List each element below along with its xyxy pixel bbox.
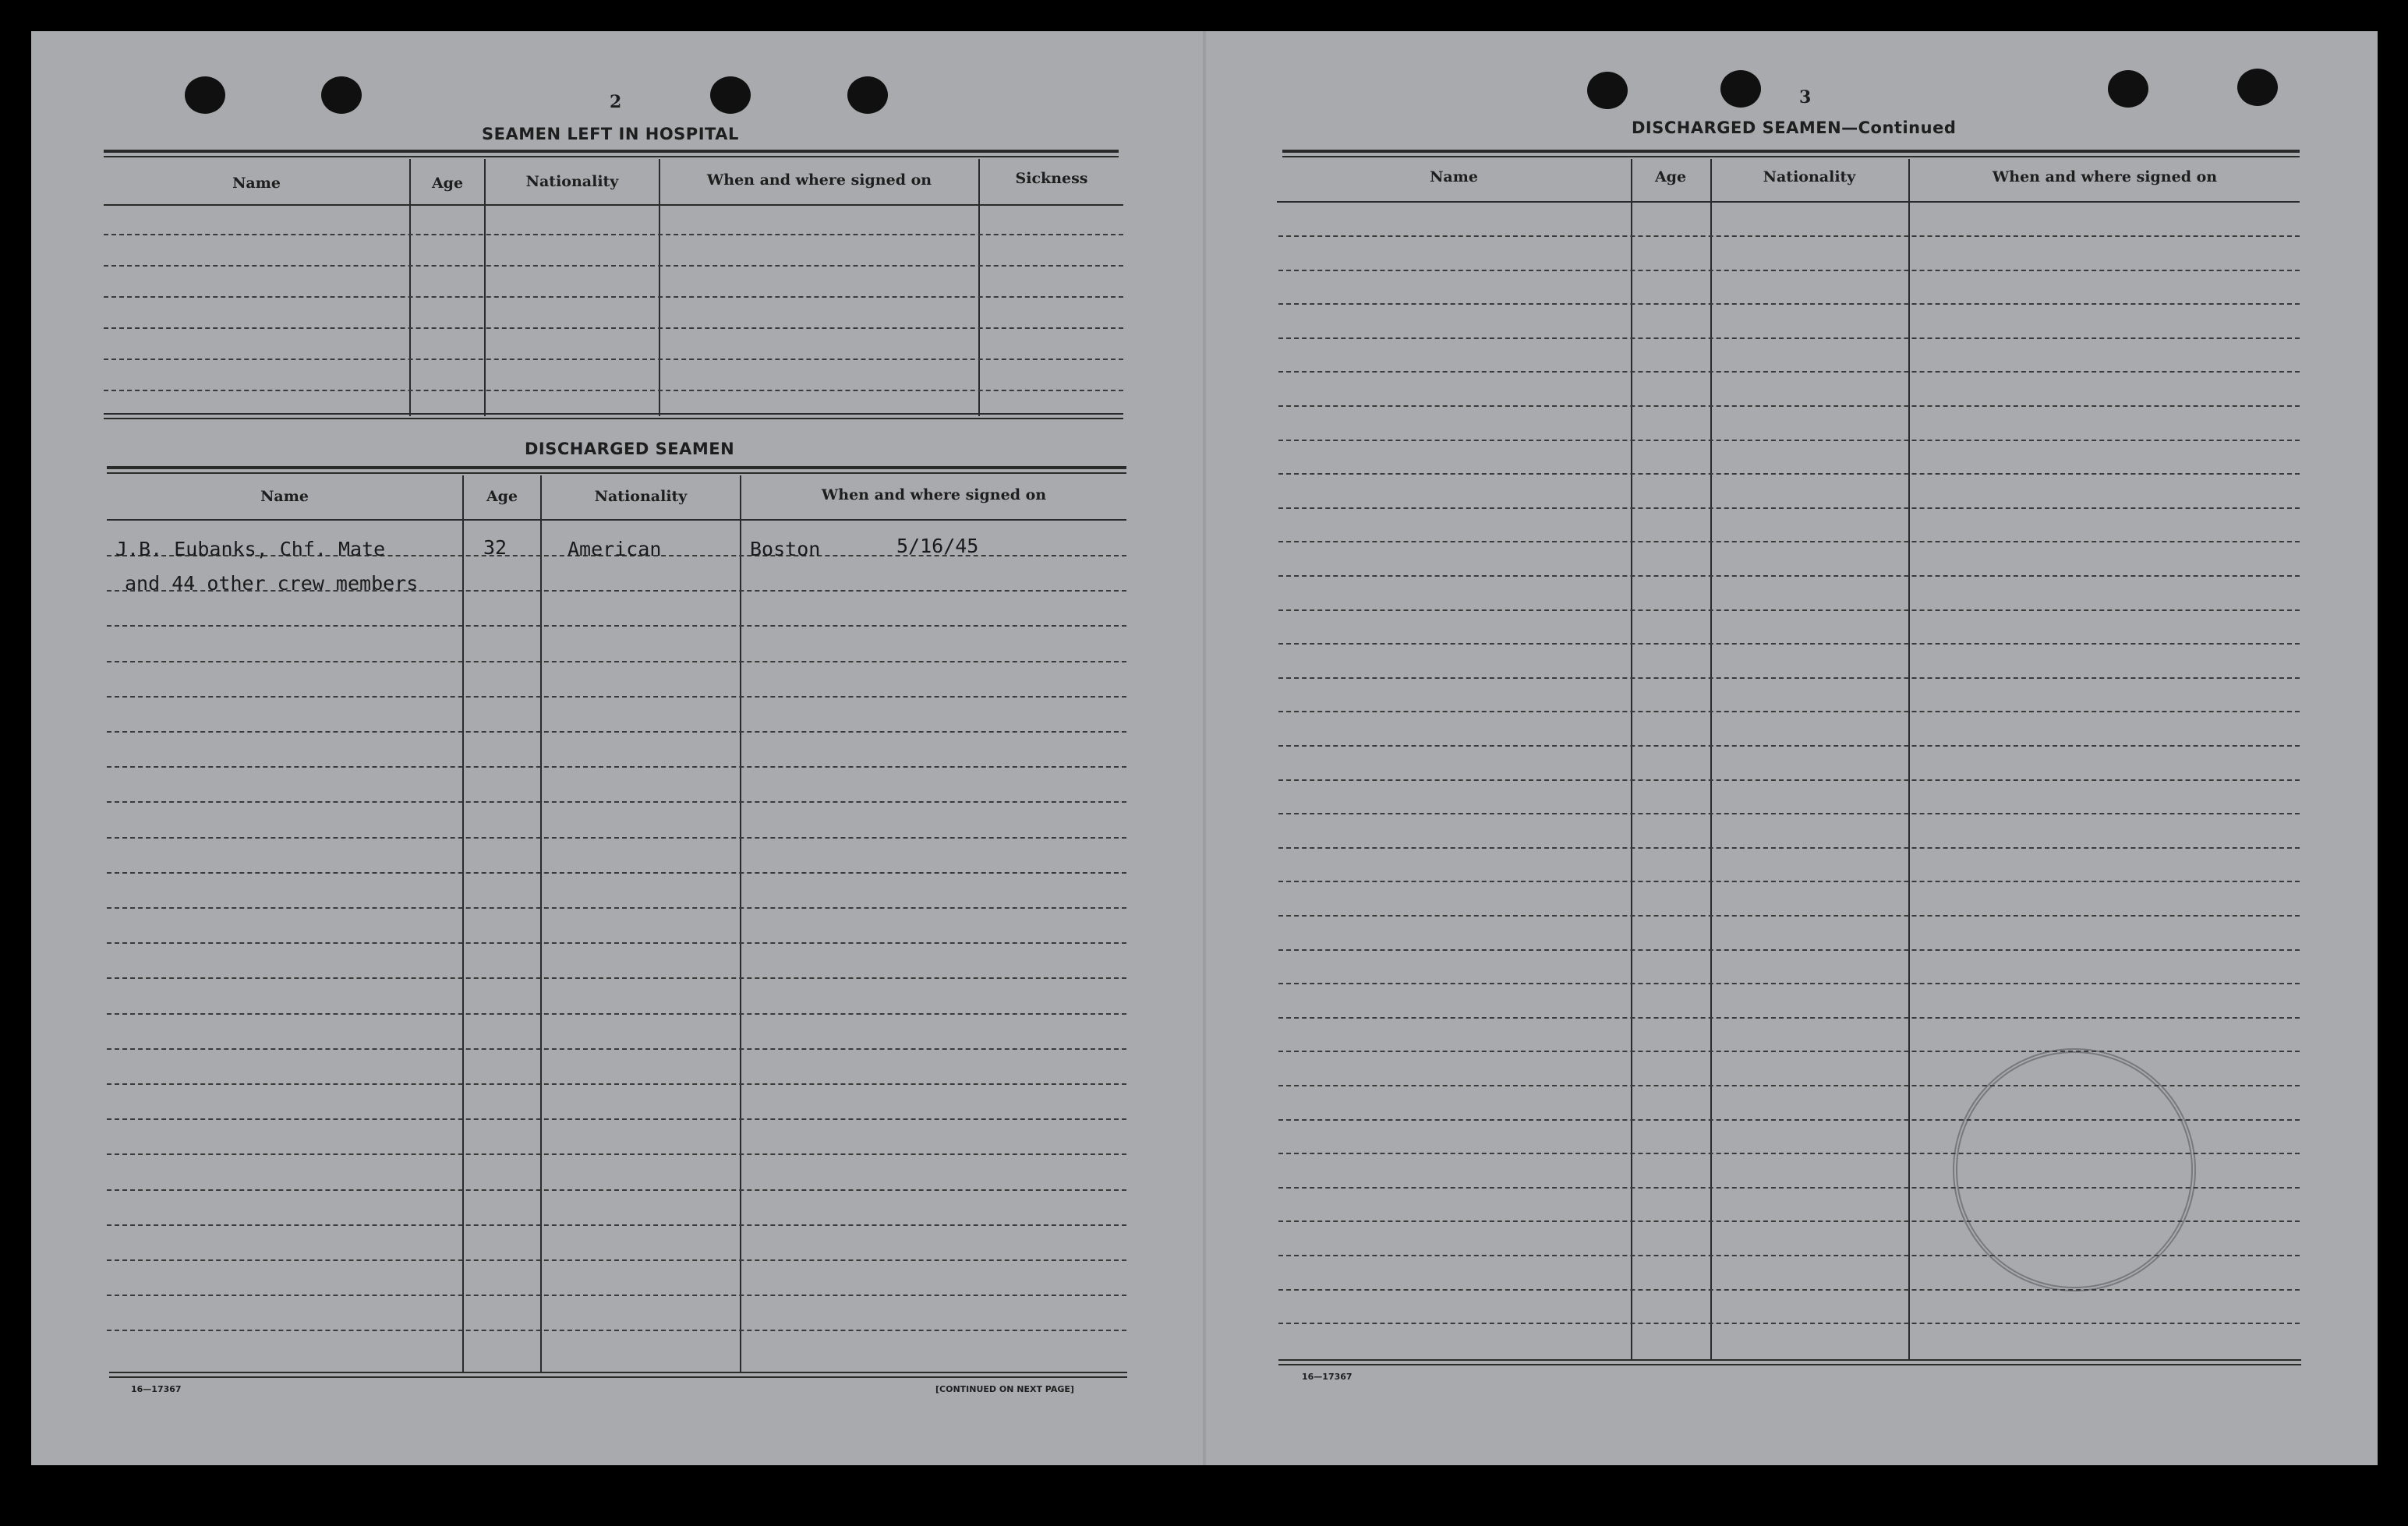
discharged-col-name: Name xyxy=(260,488,309,505)
discharged-row-line xyxy=(107,696,1126,698)
right-row-line xyxy=(1278,1017,2300,1019)
discharged-row-line xyxy=(107,731,1126,733)
punch-hole xyxy=(2237,69,2278,106)
right-top-rule xyxy=(1282,150,2300,153)
punch-hole xyxy=(710,76,751,114)
right-row-line xyxy=(1278,711,2300,712)
right-bottom-rule xyxy=(1278,1359,2301,1361)
right-row-line xyxy=(1278,881,2300,882)
discharged-col-divider xyxy=(740,475,741,1372)
discharged-row-0-port: Boston xyxy=(750,538,821,560)
right-row-line xyxy=(1278,303,2300,305)
punch-hole xyxy=(847,76,888,114)
discharged-row-line xyxy=(107,1083,1126,1085)
right-row-line xyxy=(1278,440,2300,441)
right-col-signed-on: When and where signed on xyxy=(1992,168,2218,185)
hospital-col-divider xyxy=(484,159,486,416)
hospital-row-line xyxy=(104,296,1123,298)
right-row-line xyxy=(1278,949,2300,951)
form-number-right: 16—17367 xyxy=(1302,1372,1353,1382)
right-row-line xyxy=(1278,779,2300,781)
hospital-col-divider xyxy=(659,159,660,416)
discharged-row-line xyxy=(107,1259,1126,1261)
right-col-age: Age xyxy=(1654,168,1687,185)
hospital-col-divider xyxy=(978,159,980,416)
hospital-col-divider xyxy=(409,159,411,416)
page-number-right: 3 xyxy=(1799,87,1812,108)
discharged-row-line xyxy=(107,837,1126,839)
page-number: 2 xyxy=(610,92,622,112)
discharged-row-line xyxy=(107,1118,1126,1120)
discharged-row-line xyxy=(107,766,1126,768)
discharged-row-line xyxy=(107,1048,1126,1050)
right-row-line xyxy=(1278,575,2300,577)
page-fold xyxy=(1203,31,1206,1465)
discharged-title: DISCHARGED SEAMEN xyxy=(525,440,735,458)
right-row-line xyxy=(1278,270,2300,271)
hospital-row-line xyxy=(104,390,1123,391)
punch-hole xyxy=(2108,70,2148,108)
hospital-bottom-rule xyxy=(104,413,1123,415)
right-col-divider xyxy=(1710,159,1712,1359)
discharged-row-0-name: J.B. Eubanks, Chf. Mate xyxy=(115,538,386,560)
right-row-line xyxy=(1278,473,2300,475)
discharged-col-nationality: Nationality xyxy=(594,488,688,505)
right-col-name: Name xyxy=(1430,168,1478,185)
discharged-row-line xyxy=(107,942,1126,944)
hospital-col-signed-on: When and where signed on xyxy=(706,171,932,189)
right-row-line xyxy=(1278,643,2300,645)
hospital-row-line xyxy=(104,359,1123,360)
discharged-header-rule xyxy=(107,519,1126,521)
hospital-row-line xyxy=(104,327,1123,329)
form-number-left: 16—17367 xyxy=(131,1384,182,1394)
discharged-row-line xyxy=(107,1224,1126,1226)
hospital-top-rule xyxy=(104,150,1119,153)
right-row-line xyxy=(1278,235,2300,237)
discharged-row-line xyxy=(107,1153,1126,1155)
right-top-rule-2 xyxy=(1282,156,2300,157)
right-row-line xyxy=(1278,813,2300,814)
discharged-row-line xyxy=(107,872,1126,874)
hospital-col-sickness: Sickness xyxy=(1015,170,1088,187)
left-page xyxy=(31,31,1204,1465)
punch-hole xyxy=(1720,70,1761,108)
right-row-line xyxy=(1278,405,2300,407)
right-row-line xyxy=(1278,1051,2300,1052)
hospital-row-line xyxy=(104,234,1123,235)
right-row-line xyxy=(1278,745,2300,747)
discharged-row-line xyxy=(107,907,1126,909)
right-row-line xyxy=(1278,915,2300,917)
right-row-line xyxy=(1278,541,2300,542)
hospital-title: SEAMEN LEFT IN HOSPITAL xyxy=(482,125,739,143)
hospital-bottom-rule-2 xyxy=(104,418,1123,419)
discharged-row-line xyxy=(107,625,1126,627)
punch-hole xyxy=(185,76,225,114)
discharged-col-divider xyxy=(540,475,542,1372)
continued-note: [CONTINUED ON NEXT PAGE] xyxy=(935,1384,1074,1394)
hospital-top-rule-2 xyxy=(104,156,1119,157)
discharged-continued-title: DISCHARGED SEAMEN—Continued xyxy=(1632,118,1957,137)
discharged-row-line xyxy=(107,1013,1126,1015)
punch-hole xyxy=(321,76,362,114)
hospital-header-rule xyxy=(104,204,1123,206)
right-page xyxy=(1204,31,2378,1465)
discharged-row-line xyxy=(107,801,1126,803)
right-row-line xyxy=(1278,371,2300,373)
discharged-row-0-age: 32 xyxy=(483,536,507,559)
discharged-top-rule xyxy=(107,466,1126,469)
right-row-line xyxy=(1278,1289,2300,1291)
discharged-row-line xyxy=(107,977,1126,979)
punch-hole xyxy=(1587,72,1628,109)
right-row-line xyxy=(1278,609,2300,611)
right-row-line xyxy=(1278,847,2300,849)
hospital-col-age: Age xyxy=(431,175,464,192)
hospital-col-name: Name xyxy=(232,175,281,192)
discharged-row-line xyxy=(107,1189,1126,1191)
right-col-divider xyxy=(1631,159,1632,1359)
discharged-row-line xyxy=(107,1330,1126,1331)
discharged-row-0-nationality: American xyxy=(568,538,662,560)
discharged-row-1-name: and 44 other crew members xyxy=(125,572,419,595)
hospital-row-line xyxy=(104,265,1123,267)
official-stamp xyxy=(1953,1048,2196,1291)
discharged-bottom-rule xyxy=(109,1372,1127,1373)
hospital-col-nationality: Nationality xyxy=(525,173,619,190)
right-row-line xyxy=(1278,1323,2300,1324)
discharged-bottom-rule-2 xyxy=(109,1376,1127,1378)
discharged-row-line xyxy=(107,661,1126,662)
discharged-col-signed-on: When and where signed on xyxy=(821,486,1047,503)
right-row-line xyxy=(1278,337,2300,339)
right-row-line xyxy=(1278,983,2300,984)
right-header-rule xyxy=(1277,201,2300,203)
discharged-row-0-date: 5/16/45 xyxy=(896,535,979,557)
right-bottom-rule-2 xyxy=(1278,1364,2301,1365)
discharged-row-line xyxy=(107,1295,1126,1296)
right-row-line xyxy=(1278,507,2300,509)
right-col-nationality: Nationality xyxy=(1763,168,1856,185)
discharged-col-divider xyxy=(462,475,464,1372)
right-col-divider xyxy=(1908,159,1910,1359)
right-row-line xyxy=(1278,677,2300,679)
discharged-top-rule-2 xyxy=(107,472,1126,474)
discharged-col-age: Age xyxy=(486,488,518,505)
